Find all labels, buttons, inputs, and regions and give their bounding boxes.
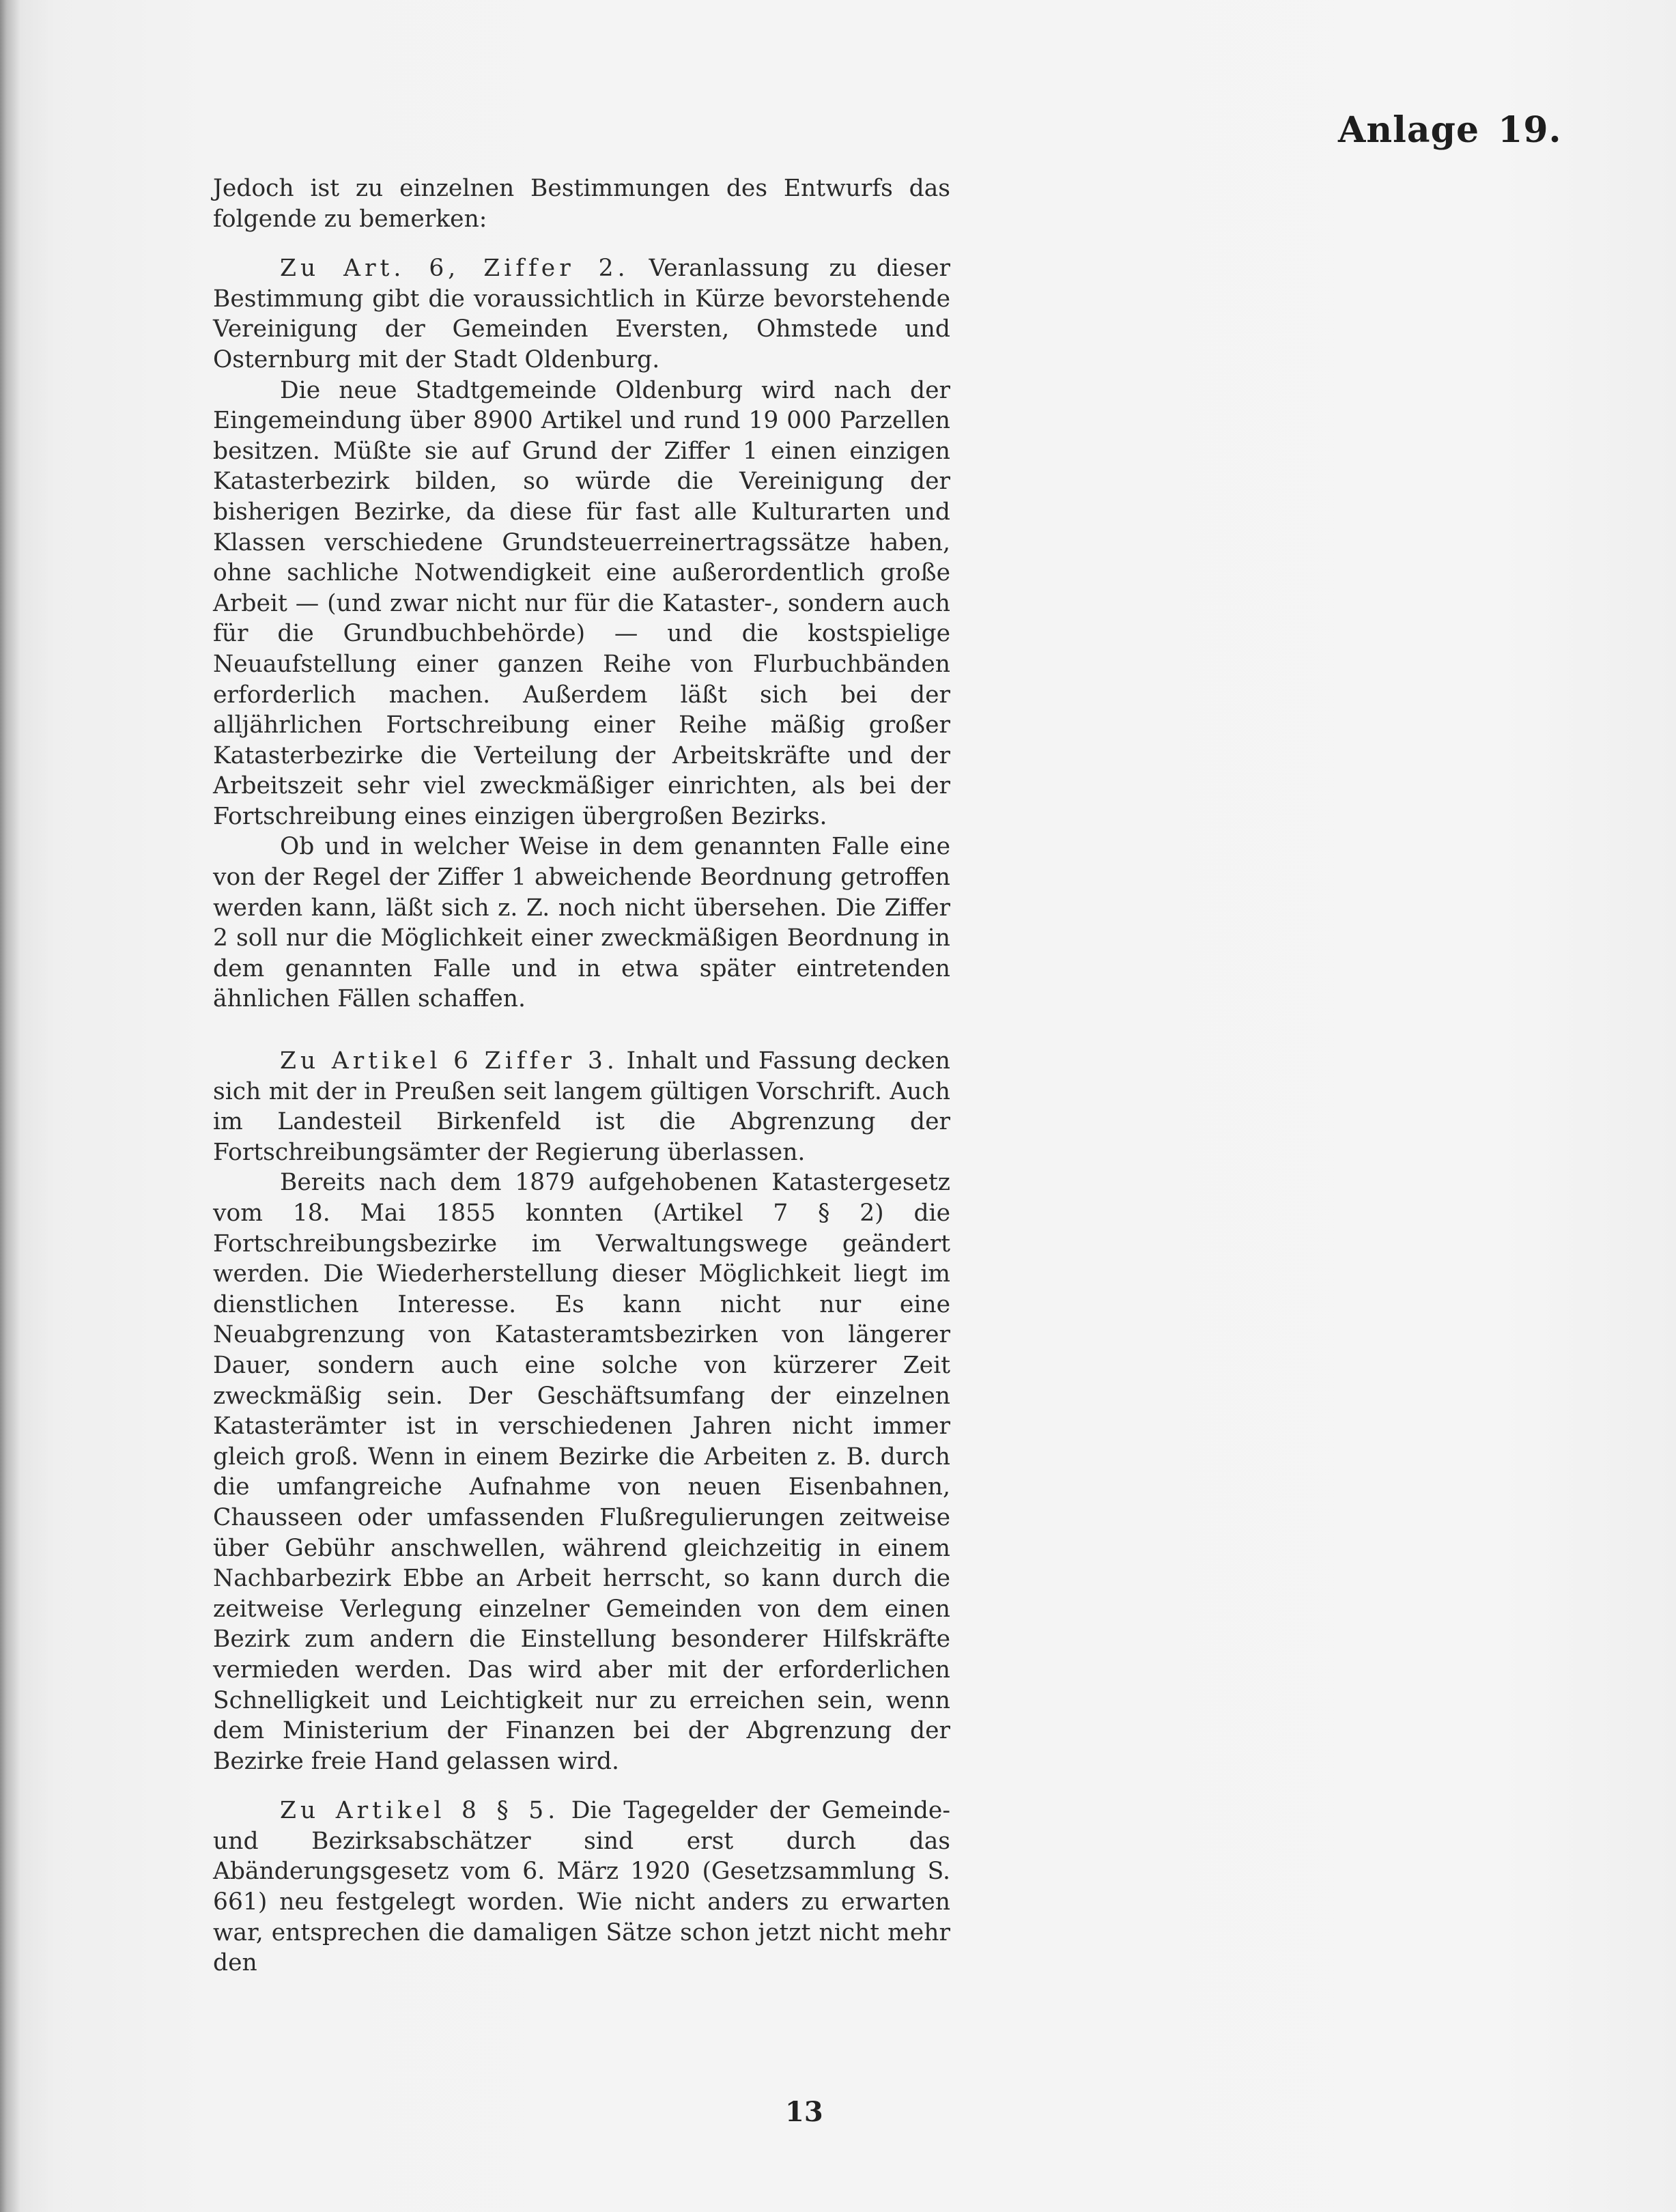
header-annex-number: 19. <box>1498 109 1562 151</box>
page-number: 13 <box>785 2096 823 2128</box>
paragraph-text: Inhalt und Fassung decken sich mit der in Preußen seit langem gültigen Vorschrift. Auch im Landesteil Birkenfeld ist die Abgrenzung der Fortschreibungsämter der Regierung überlassen. <box>213 1047 950 1166</box>
paragraph-katastergesetz <box>213 1167 950 1776</box>
paragraph-intro <box>213 173 950 234</box>
header-annex-label: Anlage <box>1338 109 1480 151</box>
paragraph-lead: Zu Artikel 6 Ziffer 3. <box>280 1047 619 1075</box>
paragraph-text: Bereits nach dem 1879 aufgehobenen Katastergesetz vom 18. Mai 1855 konnten (Artikel 7 § 2) die Fortschreibungsbezirke im Verwaltungswege geändert werden. Die Wiederherstellung dieser Möglichkeit liegt im dienstlichen Interesse. Es kann nicht nur eine Neuabgrenzung von Katasteramtsbezirken von längerer Dauer, sondern auch eine solche von kürzerer Zeit zweckmäßig sein. Der Geschäftsumfang der einzelnen Katasterämter ist in verschiedenen Jahren nicht immer gleich groß. Wenn in einem Bezirke die Arbeiten z. B. durch die umfangreiche Aufnahme von neuen Eisenbahnen, Chausseen oder umfassenden Flußregulierungen zeitweise über Gebühr anschwellen, während gleichzeitig in einem Nachbarbezirk Ebbe an Arbeit herrscht, so kann durch die zeitweise Verlegung einzelner Gemeinden von dem einen Bezirk zum andern die Einstellung besonderer Hilfskräfte vermieden werden. Das wird aber mit der erforderlichen Schnelligkeit und Leichtigkeit nur zu erreichen sein, wenn dem Ministerium der Finanzen bei der Abgrenzung der Bezirke freie Hand gelassen wird. <box>213 1169 950 1775</box>
paragraph-lead: Zu Art. 6, Ziffer 2. <box>280 255 629 283</box>
paragraph-art6-ziffer2 <box>213 253 950 375</box>
body-text-column <box>213 173 950 1979</box>
paragraph-text: Jedoch ist zu einzelnen Bestimmungen des Entwurfs das folgende zu bemerken: <box>213 175 950 233</box>
paragraph-text: Die Tagegelder der Gemeinde- und Bezirksabschätzer sind erst durch das Abänderungsgesetz vom 6. März 1920 (Gesetzsammlung S. 661) neu festgelegt worden. Wie nicht anders zu erwarten war, entsprechen die damaligen Sätze schon jetzt nicht mehr den <box>213 1797 950 1977</box>
paragraph-art8 <box>213 1796 950 1979</box>
page-header <box>1338 109 1562 151</box>
paragraph-art6-ziffer3 <box>213 1046 950 1167</box>
paragraph-text: Ob und in welcher Weise in dem genannten Falle eine von der Regel der Ziffer 1 abweichende Beordnung getroffen werden kann, läßt sich z. Z. noch nicht übersehen. Die Ziffer 2 soll nur die Möglichkeit einer zweckmäßigen Beordnung in dem genannten Falle und in etwa später eintretenden ähnlichen Fällen schaffen. <box>213 833 950 1013</box>
paragraph-text: Die neue Stadtgemeinde Oldenburg wird nach der Eingemeindung über 8900 Artikel und rund 19 000 Parzellen besitzen. Müßte sie auf Grund der Ziffer 1 einen einzigen Katasterbezirk bilden, so würde die Vereinigung der bisherigen Bezirke, da diese für fast alle Kulturarten und Klassen verschiedene Grundsteuerreinertragssätze haben, ohne sachliche Notwendigkeit eine außerordentlich große Arbeit — (und zwar nicht nur für die Kataster-, sondern auch für die Grundbuchbehörde) — und die kostspielige Neuaufstellung einer ganzen Reihe von Flurbuchbänden erforderlich machen. Außerdem läßt sich bei der alljährlichen Fortschreibung einer Reihe mäßig großer Katasterbezirke die Verteilung der Arbeitskräfte und der Arbeitszeit sehr viel zweckmäßiger einrichten, als bei der Fortschreibung eines einzigen übergroßen Bezirks. <box>213 376 950 830</box>
paragraph-text: Veranlassung zu dieser Bestimmung gibt die voraussichtlich in Kürze bevorstehende Vereinigung der Gemeinden Eversten, Ohmstede und Osternburg mit der Stadt Oldenburg. <box>213 255 950 373</box>
paragraph-stadtgemeinde <box>213 375 950 832</box>
paragraph-beordnung <box>213 832 950 1015</box>
paragraph-lead: Zu Artikel 8 § 5. <box>280 1797 560 1825</box>
